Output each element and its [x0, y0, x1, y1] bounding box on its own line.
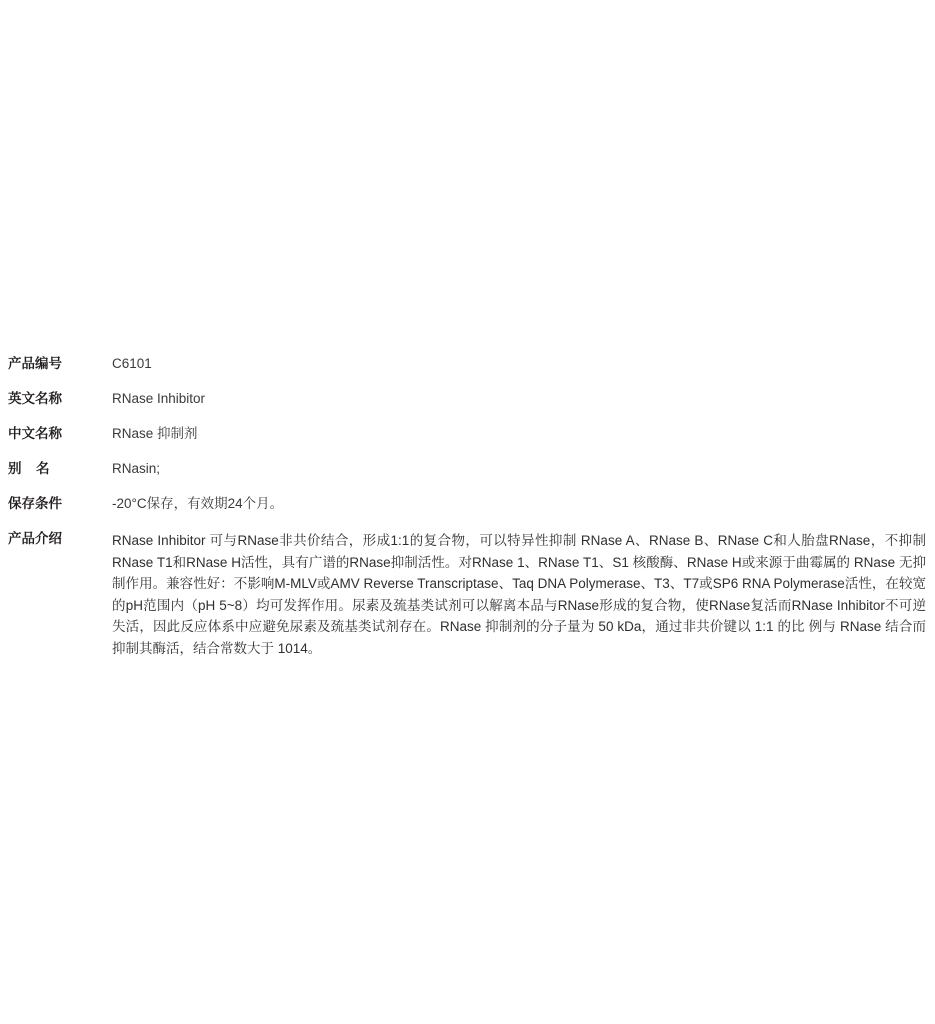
product-spec-table	[8, 355, 926, 659]
spec-row-chinese-name	[8, 425, 926, 443]
spec-label-english-name: 英文名称	[8, 391, 62, 406]
spec-label-introduction: 产品介绍	[8, 531, 62, 546]
spec-value-introduction: RNase Inhibitor 可与RNase非共价结合，形成1:1的复合物，可以特异性抑制 RNase A、RNase B、RNase C和人胎盘RNase，不抑制RNase T1和RNase H活性，具有广谱的RNase抑制活性。对RNase 1、RNase T1、S1 核酸酶、RNase H或来源于曲霉属的 RNase 无抑制作用。兼容性好：不影响M-MLV或AMV Reverse Transcriptase、Taq DNA Polymerase、T3、T7或SP6 RNA Polymerase活性，在较宽的pH范围内（pH 5~8）均可发挥作用。尿素及巯基类试剂可以解离本品与RNase形成的复合物，使RNase复活而RNase Inhibitor不可逆失活，因此反应体系中应避免尿素及巯基类试剂存在。RNase 抑制剂的分子量为 50 kDa，通过非共价键以 1:1 的比 例与 RNase 结合而抑制其酶活，结合常数大于 1014。	[112, 533, 926, 656]
spec-value-chinese-name: RNase 抑制剂	[112, 426, 198, 441]
spec-label-chinese-name: 中文名称	[8, 426, 62, 441]
spec-row-introduction	[8, 530, 926, 659]
spec-row-english-name	[8, 390, 926, 408]
spec-value-english-name: RNase Inhibitor	[112, 391, 206, 406]
spec-row-product-code	[8, 355, 926, 373]
spec-value-product-code: C6101	[112, 356, 152, 371]
spec-label-storage: 保存条件	[8, 496, 62, 511]
spec-row-storage	[8, 495, 926, 513]
spec-label-alias: 别 名	[8, 461, 50, 476]
spec-label-product-code: 产品编号	[8, 356, 62, 371]
spec-value-alias: RNasin;	[112, 461, 161, 476]
spec-value-storage: -20°C保存，有效期24个月。	[112, 496, 284, 511]
spec-row-alias	[8, 460, 926, 478]
